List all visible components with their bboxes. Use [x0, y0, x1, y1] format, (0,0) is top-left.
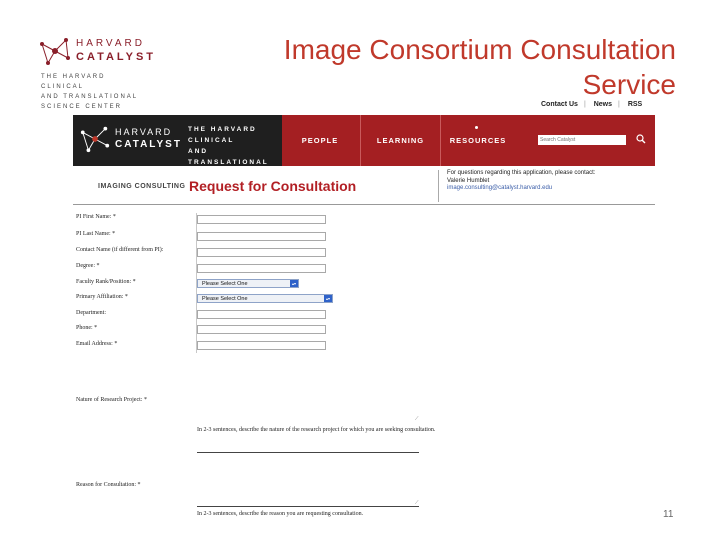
network-icon	[79, 123, 111, 155]
faculty-rank-select[interactable]	[197, 279, 299, 288]
contact-text: For questions regarding this application, please contact:	[447, 170, 596, 176]
top-links	[541, 101, 648, 108]
resize-handle-icon[interactable]: ⟋	[415, 416, 419, 422]
contact-email-link[interactable]: image.consulting@catalyst.harvard.edu	[447, 185, 553, 191]
field-label: PI First Name: *	[76, 214, 116, 220]
logo-word-catalyst: CATALYST	[76, 51, 157, 63]
pi-last-name-input[interactable]	[197, 232, 326, 241]
reason-textarea-edge[interactable]	[197, 506, 419, 507]
slide-title: Image Consortium Consultation Service	[283, 34, 676, 100]
field-label: Degree: *	[76, 263, 100, 269]
logo-sub-line: SCIENCE CENTER	[41, 104, 123, 110]
phone-input[interactable]	[197, 325, 326, 334]
header-center-line: AND TRANSLATIONAL	[188, 148, 269, 166]
contact-info	[438, 170, 652, 202]
rss-link[interactable]: RSS	[627, 101, 643, 108]
header-logo-harvard: HARVARD	[115, 127, 173, 137]
field-label: Primary Affiliation: *	[76, 294, 128, 300]
select-arrows-icon: ▴▾	[325, 296, 330, 301]
field-label: Email Address: *	[76, 341, 118, 347]
divider: |	[618, 101, 620, 108]
field-label: Nature of Research Project: *	[76, 397, 147, 403]
active-dot-icon	[475, 126, 478, 129]
field-label: Faculty Rank/Position: *	[76, 279, 136, 285]
header-logo-block[interactable]	[73, 115, 282, 177]
select-value: Please Select One	[202, 281, 248, 287]
resize-handle-icon[interactable]: ⟋	[415, 500, 419, 506]
news-link[interactable]: News	[593, 101, 613, 108]
department-input[interactable]	[197, 310, 326, 319]
header-center-line: SCIENCE CENTER	[188, 170, 274, 177]
network-icon	[38, 34, 72, 68]
field-label: Department:	[76, 310, 106, 316]
search-icon[interactable]	[636, 134, 646, 144]
contact-us-link[interactable]: Contact Us	[541, 101, 578, 108]
degree-input[interactable]	[197, 264, 326, 273]
section-label: IMAGING CONSULTING	[98, 183, 186, 190]
nav-resources[interactable]	[440, 115, 515, 166]
slide-number: 11	[663, 509, 674, 520]
select-arrows-icon: ▴▾	[291, 281, 296, 286]
select-value: Please Select One	[202, 296, 248, 302]
primary-affiliation-select[interactable]	[197, 294, 333, 303]
logo-subtitle	[41, 72, 151, 112]
header-center-text	[188, 124, 282, 179]
email-input[interactable]	[197, 341, 326, 350]
field-help: In 2-3 sentences, describe the reason you are requesting consultation.	[197, 511, 364, 517]
logo-word-harvard: HARVARD	[76, 38, 145, 49]
logo-sub-line: THE HARVARD CLINICAL	[41, 74, 106, 90]
logo-sub-line: AND TRANSLATIONAL	[41, 94, 139, 100]
nav-learning[interactable]: LEARNING	[360, 115, 440, 166]
divider	[73, 204, 655, 205]
header-logo-catalyst: CATALYST	[115, 139, 182, 150]
nav-resources-label: RESOURCES	[449, 136, 507, 145]
nav-people[interactable]: PEOPLE	[301, 136, 339, 145]
contact-name-input[interactable]	[197, 248, 326, 257]
field-label: Phone: *	[76, 325, 98, 331]
field-label: Reason for Consultation: *	[76, 482, 141, 488]
header-center-line: THE HARVARD CLINICAL	[188, 126, 257, 144]
nature-textarea-edge[interactable]	[197, 452, 419, 453]
field-label: Contact Name (if different from PI):	[76, 247, 164, 253]
field-help: In 2-3 sentences, describe the nature of the research project for which you are seeking consultation.	[197, 427, 436, 433]
contact-name: Valerie Humblet	[447, 177, 490, 184]
divider: |	[583, 101, 586, 108]
page-title: Request for Consultation	[189, 178, 357, 194]
search-input[interactable]	[538, 135, 626, 145]
field-label: PI Last Name: *	[76, 231, 116, 237]
pi-first-name-input[interactable]	[197, 215, 326, 224]
